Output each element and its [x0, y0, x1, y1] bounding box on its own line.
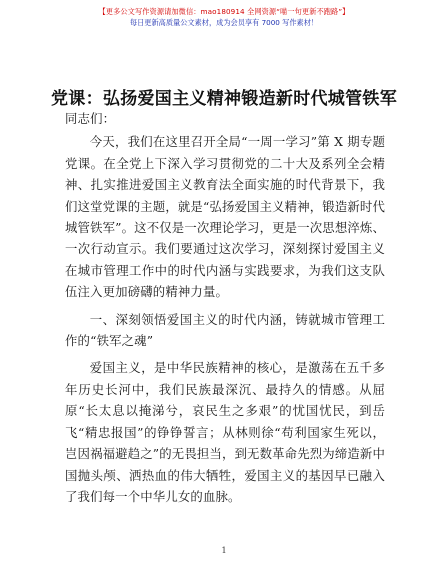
document-body: [65, 108, 385, 507]
greeting: 同志们：: [65, 111, 116, 126]
promo-line-2: 每日更新高质量公文素材，成为会员享有 7000 写作素材！: [129, 18, 319, 27]
paragraph-patriotism: 爱国主义，是中华民族精神的核心，是激荡在五千多年历史长河中，我们民族最深沉、最持久的情感。从屈原“长太息以掩涕兮，哀民生之多艰”的忧国忧民，到岳飞“精忠报国”的铮铮誓言；从林则徐“苟利国家生死以，岂因祸福避趋之”的无畏担当，到无数革命先烈为缔造新中国抛头颅、洒热血的伟大牺牲，爱国主义的基因早已融入了我们每一个中华儿女的血脉。: [65, 360, 385, 504]
section-heading-1: 一、深刻领悟爱国主义的时代内涵，铸就城市管理工作的“铁军之魂”: [65, 311, 385, 349]
paragraph-intro: 今天，我们在这里召开全局“一周一学习”第 X 期专题党课。在全党上下深入学习贯彻党的二十大及系列全会精神、扎实推进爱国主义教育法全面实施的时代背景下，我们这堂党课的主题，就是“弘扬爱国主义精神，锻造新时代城管铁军”。这不仅是一次理论学习，更是一次思想淬炼、一次行动宣示。我们要通过这次学习，深刻探讨爱国主义在城市管理工作中的时代内涵与实践要求，为我们这支队伍注入更加磅礴的精神力量。: [65, 134, 385, 300]
promo-line-1: 【更多公文写作资源请加微信：mao180914 全网资源“喵一句更新不跑路”】: [98, 7, 350, 16]
page-number: 1: [221, 546, 227, 555]
promo-banner: [0, 6, 448, 28]
document-title: 党课：弘扬爱国主义精神锻造新时代城管铁军: [51, 89, 397, 109]
